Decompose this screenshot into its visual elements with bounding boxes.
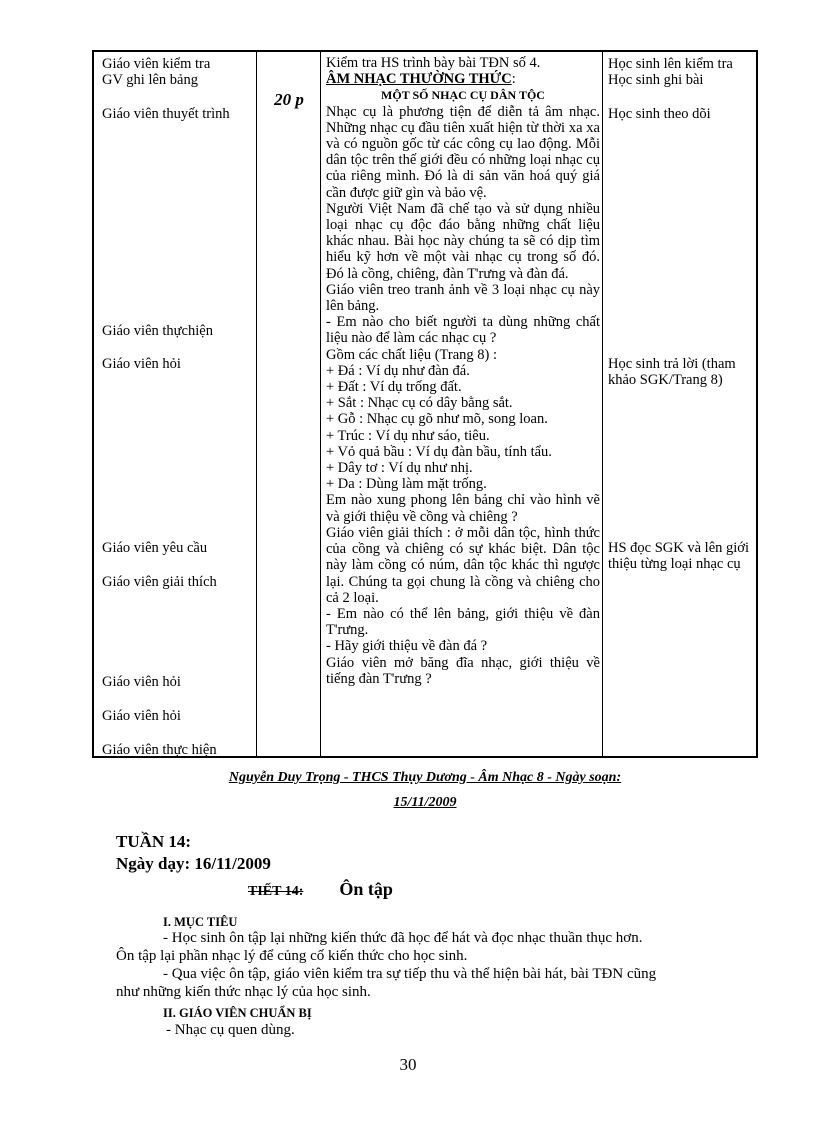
materials-list-item: + Sắt : Nhạc cụ có dây bằng sắt. [326, 395, 513, 412]
prep-heading: II. GIÁO VIÊN CHUẨN BỊ [163, 1006, 312, 1020]
footer-line-2: 15/11/2009 [393, 795, 457, 810]
materials-list-item: + Gỗ : Nhạc cụ gõ như mõ, song loan. [326, 411, 548, 428]
content-paragraph: Nhạc cụ là phương tiện để diễn tả âm nhạc. Những nhạc cụ đầu tiên xuất hiện từ thời xa xa và có nguồn gốc từ các công cụ lao động. Mỗi dân tộc trên thế giới đều có những loại nhạc cụ của riêng mình. Đó là di sản văn hoá quý giá cần được giữ gìn và bảo vệ. [326, 103, 600, 201]
materials-list-item: + Đất : Ví dụ trống đất. [326, 379, 462, 396]
content-paragraph: Người Việt Nam đã chế tạo và sử dụng nhiều loại nhạc cụ độc đáo bằng những chất liệu khác nhau. Bài học này chúng ta sẽ có dịp tìm hiểu kỹ hơn về một vài nhạc cụ trong số đó. Đó là cồng, chiêng, đàn T'rưng và đàn đá. [326, 200, 600, 282]
teacher-activity-item: GV ghi lên bảng [102, 72, 198, 88]
content-paragraph: Giáo viên treo tranh ảnh về 3 loại nhạc cụ này lên bảng. [326, 281, 600, 315]
teacher-activity-item: Giáo viên hỏi [102, 708, 181, 724]
materials-list-item: + Vỏ quả bầu : Ví dụ đàn bầu, tính tẩu. [326, 443, 552, 460]
lesson-title: Ôn tập [339, 879, 393, 899]
teacher-activity-item: Giáo viên thuyết trình [102, 106, 230, 122]
teach-date: Ngày dạy: 16/11/2009 [116, 854, 271, 873]
student-activity-item: Học sinh ghi bài [608, 72, 704, 88]
student-activity-item: Học sinh theo dõi [608, 106, 711, 122]
footer-line-1: Nguyễn Duy Trọng - THCS Thụy Dương - Âm Nhạc 8 - Ngày soạn: [228, 770, 622, 785]
materials-list [326, 347, 600, 493]
materials-list-item: + Trúc : Ví dụ như sáo, tiêu. [326, 427, 490, 444]
teacher-activity-item: Giáo viên thực hiện [102, 742, 217, 758]
lesson-label: TIẾT 14: [248, 884, 304, 899]
week-label: TUẦN 14: [116, 832, 192, 851]
student-activity-item: Học sinh trả lời (tham khảo SGK/Trang 8) [608, 356, 736, 389]
objective-line: - Qua việc ôn tập, giáo viên kiểm tra sự tiếp thu và thể hiện bài hát, bài TĐN cũng [163, 966, 657, 982]
teacher-activity-item: Giáo viên thựchiện [102, 323, 213, 339]
objective-line: - Học sinh ôn tập lại những kiến thức đã học để hát và đọc nhạc thuần thục hơn. [163, 930, 643, 946]
materials-list-item: + Dây tơ : Ví dụ như nhị. [326, 460, 473, 477]
teacher-activity-item: Giáo viên yêu cầu [102, 540, 208, 556]
objective-line: như những kiến thức nhạc lý của học sinh. [116, 984, 371, 1000]
content-column [326, 55, 600, 687]
teacher-activity-item: Giáo viên giải thích [102, 574, 217, 590]
page-number: 30 [399, 1055, 417, 1074]
lesson-heading [248, 879, 393, 900]
column-divider [320, 52, 321, 756]
materials-list-item: Gồm các chất liệu (Trang 8) : [326, 346, 497, 363]
student-activity-item: Học sinh lên kiểm tra [608, 56, 733, 72]
lesson-table [92, 50, 758, 758]
student-activity-item: HS đọc SGK và lên giới thiệu từng loại nhạc cụ [608, 540, 749, 573]
content-subheading: MỘT SỐ NHẠC CỤ DÂN TỘC [381, 88, 545, 103]
objectives-heading: I. MỤC TIÊU [163, 915, 238, 929]
content-paragraph: - Em nào cho biết người ta dùng những chất liệu nào để làm các nhạc cụ ? [326, 314, 600, 347]
column-divider [602, 52, 603, 756]
materials-list-item: + Da : Dùng làm mặt trống. [326, 476, 487, 493]
teacher-activity-item: Giáo viên hỏi [102, 356, 181, 372]
time-label: 20 p [274, 90, 304, 109]
content-paragraph: - Em nào có thể lên bảng, giới thiệu về đàn T'rưng. [326, 605, 600, 639]
materials-list-item: + Đá : Ví dụ như đàn đá. [326, 362, 470, 379]
content-paragraph: Em nào xung phong lên bảng chỉ vào hình vẽ và giới thiệu về cồng và chiêng ? [326, 492, 600, 525]
content-paragraph: Giáo viên mở băng đĩa nhạc, giới thiệu về tiếng đàn T'rưng ? [326, 654, 600, 687]
content-paragraph: - Hãy giới thiệu về đàn đá ? [326, 638, 488, 655]
objective-line: Ôn tập lại phần nhạc lý để củng cố kiến thức cho học sinh. [116, 948, 468, 964]
content-paragraph: Giáo viên giải thích : ở mỗi dân tộc, hình thức của cồng và chiêng có sự khác biệt. Dân tộc này làm cồng có núm, dân tộc khác thì ngược lại. Chúng ta gọi chung là cồng và chiêng cho cả 2 loại. [326, 524, 600, 606]
prep-line: - Nhạc cụ quen dùng. [166, 1022, 295, 1038]
teacher-activity-item: Giáo viên kiểm tra [102, 56, 211, 72]
content-heading: ÂM NHẠC THƯỜNG THỨC: [326, 71, 516, 88]
teacher-activity-item: Giáo viên hỏi [102, 674, 181, 690]
column-divider [256, 52, 257, 756]
content-line: Kiểm tra HS trình bày bài TĐN số 4. [326, 55, 541, 71]
